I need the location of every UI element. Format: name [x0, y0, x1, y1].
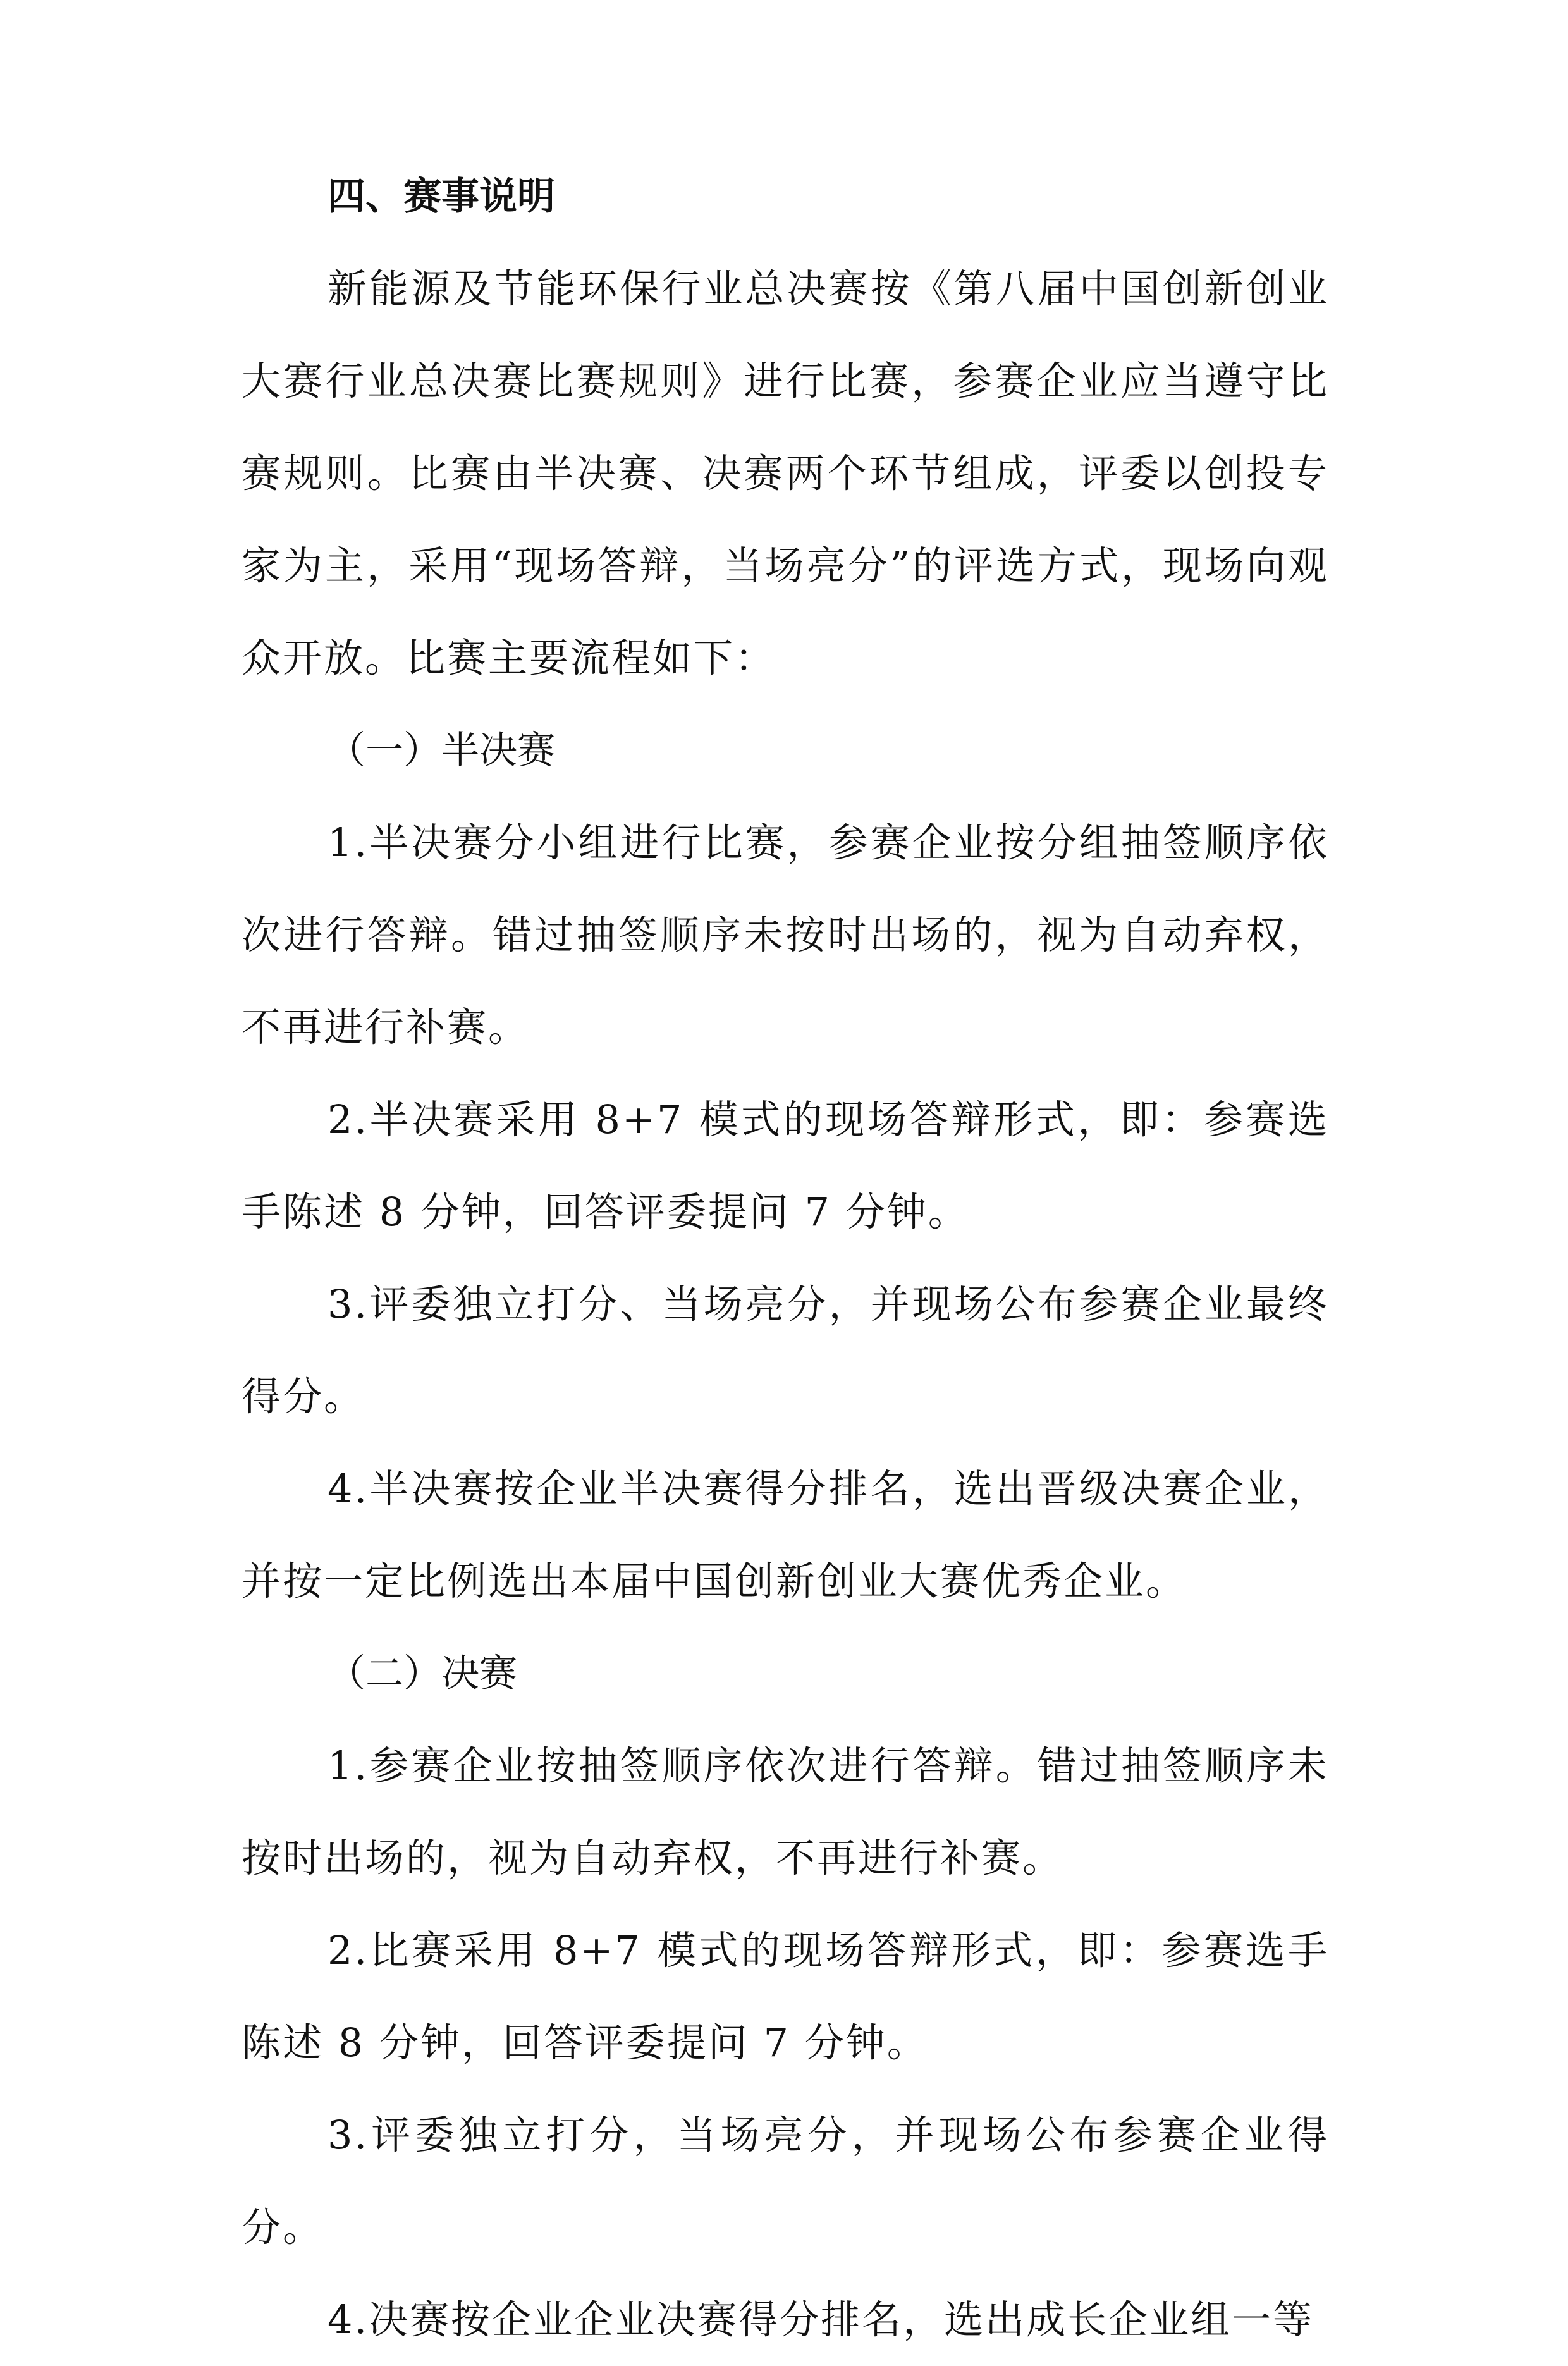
final-item-3: 3.评委独立打分，当场亮分，并现场公布参赛企业得分。 — [242, 2112, 1329, 2250]
semifinal-item-1: 1.半决赛分小组进行比赛，参赛企业按分组抽签顺序依次进行答辩。错过抽签顺序未按时出场的，视为自动弃权，不再进行补赛。 — [242, 819, 1329, 1050]
intro-paragraph: 新能源及节能环保行业总决赛按《第八届中国创新创业大赛行业总决赛比赛规则》进行比赛，参赛企业应当遵守比赛规则。比赛由半决赛、决赛两个环节组成，评委以创投专家为主，采用“现场答辩，当场亮分”的评选方式，现场向观众开放。比赛主要流程如下： — [242, 266, 1329, 681]
final-item-4: 4.决赛按企业企业决赛得分排名，选出成长企业组一等 — [328, 2296, 1314, 2343]
final-item-1: 1.参赛企业按抽签顺序依次进行答辩。错过抽签顺序未按时出场的，视为自动弃权，不再进行补赛。 — [242, 1743, 1329, 1881]
final-heading: （二）决赛 — [328, 1652, 517, 1696]
semifinal-item-3: 3.评委独立打分、当场亮分，并现场公布参赛企业最终得分。 — [242, 1281, 1329, 1419]
semifinal-heading: （一）半决赛 — [328, 728, 555, 773]
final-item-2: 2.比赛采用 8+7 模式的现场答辩形式，即：参赛选手陈述 8 分钟，回答评委提问 7 分钟。 — [242, 1927, 1329, 2066]
semifinal-item-2: 2.半决赛采用 8+7 模式的现场答辩形式，即：参赛选手陈述 8 分钟，回答评委提问 7 分钟。 — [242, 1096, 1329, 1235]
text-block — [242, 150, 1329, 2366]
semifinal-item-4: 4.半决赛按企业半决赛得分排名，选出晋级决赛企业，并按一定比例选出本届中国创新创业大赛优秀企业。 — [242, 1466, 1329, 1604]
section-heading: 四、赛事说明 — [328, 175, 555, 219]
